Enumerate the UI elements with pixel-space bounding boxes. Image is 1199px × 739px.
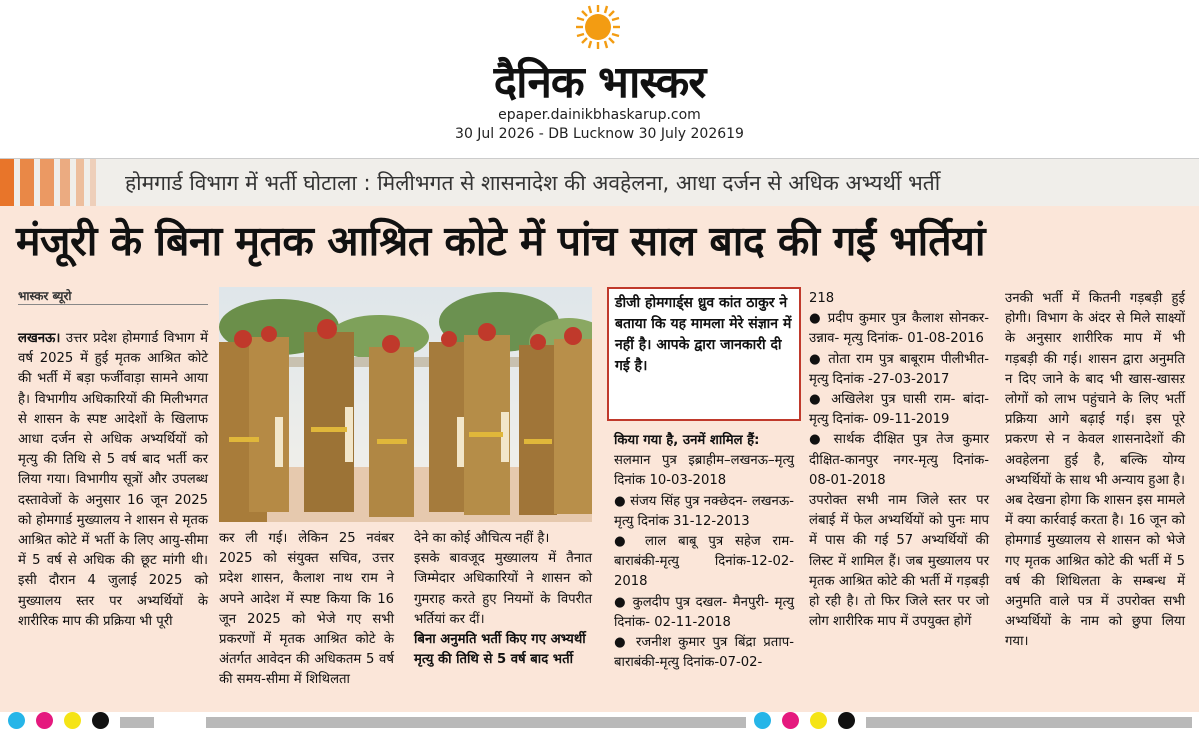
grey-bar: [206, 717, 746, 728]
list-item: ● अखिलेश पुत्र घासी राम- बांदा- मृत्यु दिनांक- 09-11-2019: [809, 392, 989, 428]
column-3: [414, 529, 592, 670]
list-item: ● तोता राम पुत्र बाबूराम पीलीभीत-मृत्यु दिनांक -27-03-2017: [809, 351, 989, 387]
parade-photo: [219, 287, 592, 522]
column-1-text: उत्तर प्रदेश होमगार्ड विभाग में वर्ष 2025 में हुई मृतक आश्रित कोटे की भर्ती में बड़ा फर्जीवाड़ा सामने आया है। विभागीय अधिकारियों की मिलीभगत से शासन के स्पष्ट आदेशों के खिलाफ आधा दर्जन से अधिक अभ्यर्थियों को मृत्यु की तिथि से 5 वर्ष बाद भर्ती कर लिया गया। विभागीय सूत्रों और उपलब्ध दस्तावेजों के अनुसार 16 जून 2025 को होमगार्ड मुख्यालय ने शासन से मृतक आश्रित कोटे में भर्ती के लिए आयु-सीमा में 5 वर्ष से अधिक की छूट मांगी थी। इसी दौरान 4 जुलाई 2025 को मुख्यालय स्तर पर अभ्यर्थियों के शारीरिक माप की प्रक्रिया भी पूरी: [18, 331, 208, 629]
column-3-text-2: इसके बावजूद मुख्यालय में तैनात जिम्मेदार अधिकारियों ने शासन को गुमराह करते हुए नियमों के विपरीत भर्तियां कर दीं।: [414, 551, 592, 627]
kicker-bar: [0, 158, 1199, 207]
list-item: ● कुलदीप पुत्र दखल- मैनपुरी- मृत्यु दिनांक- 02-11-2018: [614, 594, 794, 630]
yellow-mark-icon: [64, 712, 81, 729]
grey-bar: [866, 717, 1192, 728]
byline-rule: [18, 304, 208, 305]
cyan-mark-icon: [8, 712, 25, 729]
list-item: ● लाल बाबू पुत्र सहेज राम- बाराबंकी-मृत्यु दिनांक-12-02-2018: [614, 534, 794, 590]
masthead: [0, 0, 1199, 152]
column-4-lead: किया गया है, उनमें शामिल हैं:: [614, 433, 760, 448]
column-3-subhead: बिना अनुमति भर्ती किए गए अभ्यर्थी: [414, 632, 586, 648]
newspaper-logo: दैनिक भास्कर: [493, 57, 706, 108]
kicker-stripes: [0, 159, 120, 207]
column-6: [1005, 289, 1185, 653]
list-item: सलमान पुत्र इब्राहीम–लखनऊ–मृत्यु दिनांक 10-03-2018: [614, 453, 794, 489]
edition-date: 30 Jul 2026 - DB Lucknow 30 July 202619: [455, 126, 744, 142]
list-item: ● प्रदीप कुमार पुत्र कैलाश सोनकर- उन्नाव- मृत्यु दिनांक- 01-08-2016: [809, 311, 989, 347]
column-1: [18, 329, 208, 632]
column-4: [614, 431, 794, 673]
kicker-text: होमगार्ड विभाग में भर्ती घोटाला : मिलीभगत से शासनादेश की अवहेलना, आधा दर्जन से अधिक अभ्यर्थी भर्ती: [125, 171, 941, 195]
column-2-text: कर ली गई। लेकिन 25 नवंबर 2025 को संयुक्त सचिव, उत्तर प्रदेश शासन, कैलाश नाथ राम ने अपने आदेश में स्पष्ट किया कि 16 जून 2025 को भेजे गए सभी प्रकरणों में मृतक आश्रित कोटे के अंतर्गत आवेदन की अधिकतम 5 वर्ष की समय-सीमा में शिथिलता: [219, 531, 394, 688]
list-item: ● सार्थक दीक्षित पुत्र तेज कुमार दीक्षित-कानपुर नगर-मृत्यु दिनांक- 08-01-2018: [809, 432, 989, 488]
cyan-mark-icon: [754, 712, 771, 729]
list-item: ● रजनीश कुमार पुत्र बिंद्रा प्रताप- बाराबंकी-मृत्यु दिनांक-07-02-: [614, 635, 794, 671]
black-mark-icon: [838, 712, 855, 729]
column-3-subhead-2: मृत्यु की तिथि से 5 वर्ष बाद भर्ती: [414, 652, 574, 668]
column-5: [809, 289, 989, 632]
column-3-text-1: देने का कोई औचित्य नहीं है।: [414, 531, 550, 546]
black-mark-icon: [92, 712, 109, 729]
list-item: 218: [809, 291, 835, 306]
homeguard-parade-image: [219, 287, 592, 522]
epaper-url: epaper.dainikbhaskarup.com: [498, 107, 701, 123]
headline: मंजूरी के बिना मृतक आश्रित कोटे में पांच साल बाद की गईं भर्तियां: [16, 217, 985, 265]
magenta-mark-icon: [36, 712, 53, 729]
dateline: लखनऊ।: [18, 331, 61, 346]
list-item: ● संजय सिंह पुत्र नक्छेदन- लखनऊ- मृत्यु दिनांक 31-12-2013: [614, 493, 794, 529]
quote-box: डीजी होमगार्ड्स ध्रुव कांत ठाकुर ने बताया कि यह मामला मेरे संज्ञान में नहीं है। आपके द्वारा जानकारी दी गई है।: [607, 287, 801, 421]
grey-bar: [120, 717, 154, 728]
column-2: [219, 529, 394, 691]
sun-logo-icon: [575, 4, 621, 50]
column-6-text: उनकी भर्ती में कितनी गड़बड़ी हुई होगी। विभाग के अंदर से मिले साक्ष्यों के अनुसार शारीरिक माप में भी गड़बड़ी की गई। शासन द्वारा अनुमति न दिए जाने के बाद भी खास-खासऱ लोगों को लाभ पहुंचाने के लिए भर्ती प्रक्रिया आगे बढ़ाई गई। इस पूरे प्रकरण से न केवल शासनादेशों की अवहेलना हुई है, बल्कि योग्य अभ्यर्थियों के साथ भी अन्याय हुआ है। अब देखना होगा कि शासन इस मामले में क्या कार्रवाई करता है। 16 जून को होमगार्ड मुख्यालय से शासन को भेजे गए मृतक आश्रित कोटे की भर्ती में 5 वर्ष की शिथिलता के सम्बन्ध में अनुमति वाले पत्र में उपरोक्त सभी अभ्यर्थियों के नाम को छुपा लिया गया।: [1005, 291, 1185, 650]
byline: भास्कर ब्यूरो: [18, 289, 72, 303]
magenta-mark-icon: [782, 712, 799, 729]
column-5-text: उपरोक्त सभी नाम जिले स्तर पर लंबाई में फेल अभ्यर्थियों को पुनः माप में पास की गई 57 अभ्यर्थियों की लिस्ट में शामिल हैं। जब मुख्यालय पर मृतक आश्रित कोटे की भर्ती में गड़बड़ी हो रही है। तो फिर जिले स्तर पर जो लोग शारीरिक माप में उपयुक्त होगें: [809, 493, 989, 630]
yellow-mark-icon: [810, 712, 827, 729]
